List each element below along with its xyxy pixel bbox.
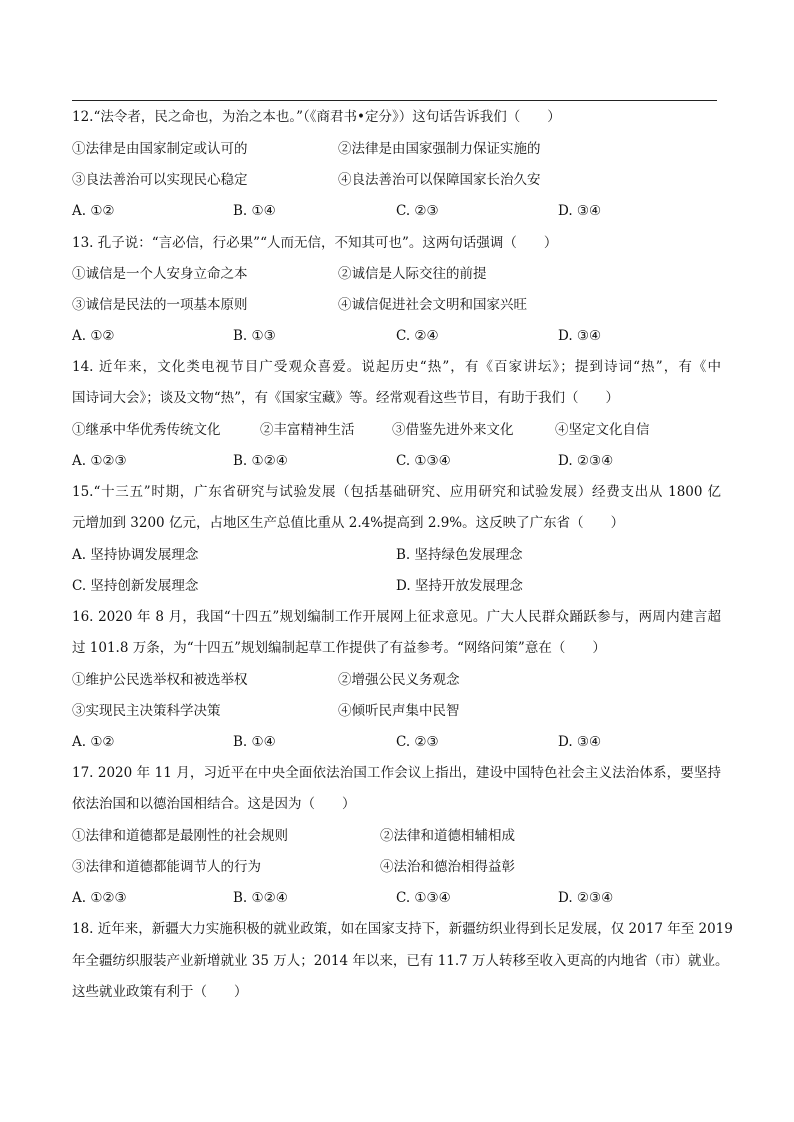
question-12-stem: 12.“法令者，民之命也，为治之本也。”（《商君书•定分》）这句话告诉我们（ ） — [72, 109, 561, 125]
q13-option-a: A. ①② — [72, 328, 115, 344]
question-14-stem-line-2: 国诗词大会》；谈及文物“热”，有《国家宝藏》等。经常观看这些节目，有助于我们（ ） — [72, 390, 620, 406]
q17-statement-3: ③法律和道德都能调节人的行为 — [72, 859, 261, 875]
q16-statement-2: ②增强公民义务观念 — [338, 672, 460, 688]
question-18-stem-line-1: 18. 近年来，新疆大力实施积极的就业政策，如在国家支持下，新疆纺织业得到长足发展，仅 2017 年至 2019 — [72, 921, 733, 937]
q12-option-d: D. ③④ — [558, 203, 602, 219]
q12-statement-4: ④良法善治可以保障国家长治久安 — [338, 172, 541, 188]
q16-statement-3: ③实现民主决策科学决策 — [72, 703, 221, 719]
q17-option-d: D. ②③④ — [558, 890, 614, 906]
question-15-stem-line-2: 元增加到 3200 亿元，占地区生产总值比重从 2.4%提高到 2.9%。这反映了广东省（ ） — [72, 515, 625, 531]
q17-statement-4: ④法治和德治相得益彰 — [380, 859, 515, 875]
question-17-stem-line-1: 17. 2020 年 11 月，习近平在中央全面依法治国工作会议上指出，建设中国特色社会主义法治体系，要坚持 — [72, 765, 721, 781]
q12-option-c: C. ②③ — [396, 203, 439, 219]
question-18-stem-line-3: 这些就业政策有利于（ ） — [72, 984, 248, 1000]
q13-statement-1: ①诚信是一个人安身立命之本 — [72, 266, 248, 282]
q14-option-b: B. ①②④ — [233, 453, 288, 469]
q12-option-b: B. ①④ — [233, 203, 276, 219]
q14-statement-4: ④坚定文化自信 — [555, 422, 650, 438]
q14-statement-1: ①继承中华优秀传统文化 — [72, 422, 221, 438]
q12-option-a: A. ①② — [72, 203, 115, 219]
q17-option-b: B. ①②④ — [233, 890, 288, 906]
q17-option-c: C. ①③④ — [396, 890, 451, 906]
question-16-stem-line-1: 16. 2020 年 8 月，我国“十四五”规划编制工作开展网上征求意见。广大人民群众踊跃参与，两周内建言超 — [72, 609, 721, 625]
q15-option-d: D. 坚持开放发展理念 — [396, 578, 523, 594]
question-14-stem-line-1: 14. 近年来，文化类电视节目广受观众喜爱。说起历史“热”，有《百家讲坛》；提到诗词“热”，有《中 — [72, 359, 721, 375]
header-rule — [72, 100, 717, 101]
q14-statement-3: ③借鉴先进外来文化 — [392, 422, 514, 438]
question-16-stem-line-2: 过 101.8 万条，为“十四五”规划编制起草工作提供了有益参考。“网络问策”意在（ ） — [72, 640, 606, 656]
q14-option-a: A. ①②③ — [72, 453, 127, 469]
q12-statement-1: ①法律是由国家制定或认可的 — [72, 141, 248, 157]
q13-statement-2: ②诚信是人际交往的前提 — [338, 266, 487, 282]
q15-option-b: B. 坚持绿色发展理念 — [396, 547, 523, 563]
question-13-stem: 13. 孔子说：“言必信，行必果”“人而无信，不知其可也”。这两句话强调（ ） — [72, 235, 558, 251]
q15-option-a: A. 坚持协调发展理念 — [72, 547, 199, 563]
q17-option-a: A. ①②③ — [72, 890, 127, 906]
q12-statement-3: ③良法善治可以实现民心稳定 — [72, 172, 248, 188]
q13-option-b: B. ①③ — [233, 328, 276, 344]
q16-option-b: B. ①④ — [233, 734, 276, 750]
question-17-stem-line-2: 依法治国和以德治国相结合。这是因为（ ） — [72, 796, 356, 812]
q17-statement-2: ②法律和道德相辅相成 — [380, 828, 515, 844]
q16-option-d: D. ③④ — [558, 734, 602, 750]
question-18-stem-line-2: 年全疆纺织服装产业新增就业 35 万人；2014 年以来，已有 11.7 万人转移至收入更高的内地省（市）就业。 — [72, 953, 729, 969]
q16-option-c: C. ②③ — [396, 734, 439, 750]
q13-option-d: D. ③④ — [558, 328, 602, 344]
q16-option-a: A. ①② — [72, 734, 115, 750]
q17-statement-1: ①法律和道德都是最刚性的社会规则 — [72, 828, 288, 844]
q14-option-c: C. ①③④ — [396, 453, 451, 469]
q16-statement-1: ①维护公民选举权和被选举权 — [72, 672, 248, 688]
q13-option-c: C. ②④ — [396, 328, 439, 344]
q14-option-d: D. ②③④ — [558, 453, 614, 469]
q16-statement-4: ④倾听民声集中民智 — [338, 703, 460, 719]
q12-statement-2: ②法律是由国家强制力保证实施的 — [338, 141, 541, 157]
q13-statement-3: ③诚信是民法的一项基本原则 — [72, 297, 248, 313]
question-15-stem-line-1: 15.“十三五”时期，广东省研究与试验发展（包括基础研究、应用研究和试验发展）经费支出从 1800 亿 — [72, 484, 721, 500]
q13-statement-4: ④诚信促进社会文明和国家兴旺 — [338, 297, 527, 313]
q14-statement-2: ②丰富精神生活 — [260, 422, 355, 438]
q15-option-c: C. 坚持创新发展理念 — [72, 578, 199, 594]
